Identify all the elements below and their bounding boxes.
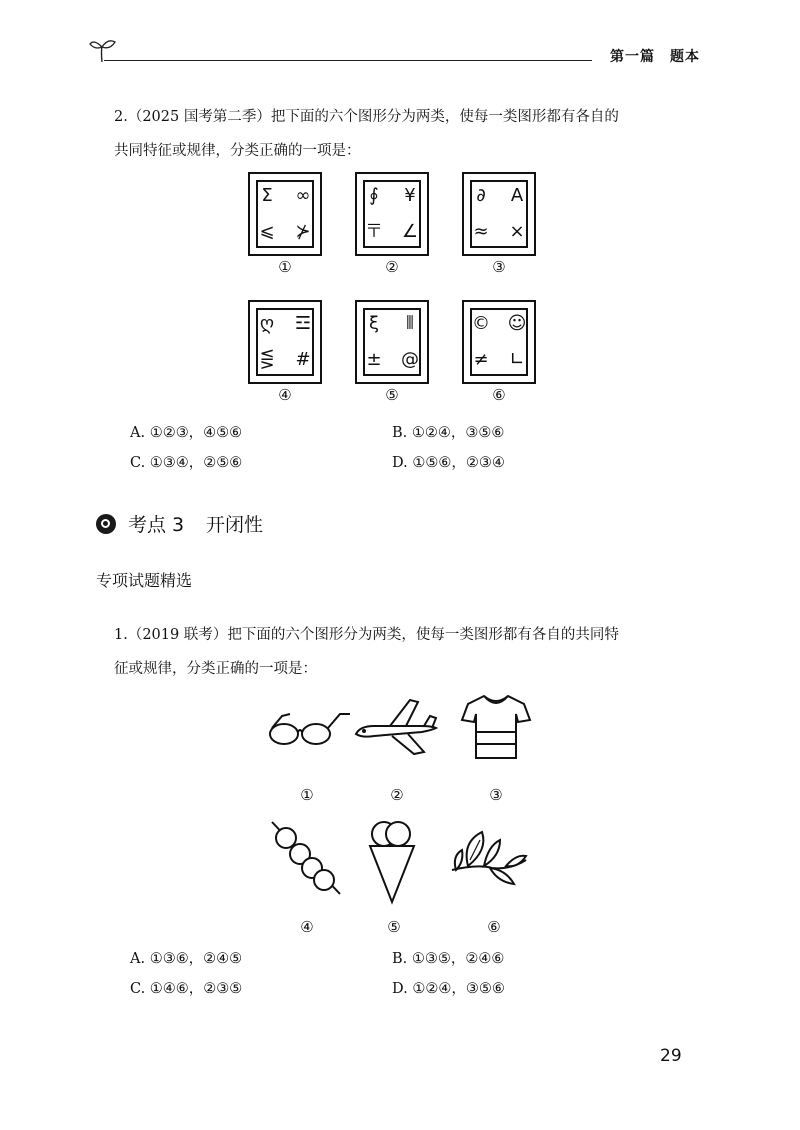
header-rule: [104, 60, 592, 61]
options-right: [392, 944, 505, 1004]
option-d[interactable]: D. ①⑤⑥，②③④: [392, 455, 505, 471]
symbol: #: [295, 349, 311, 370]
symbol: ¥: [404, 185, 416, 206]
figure-number: ②: [390, 786, 404, 804]
figure-number: ④: [278, 386, 292, 404]
symbol-figure-1: [248, 172, 322, 256]
figure-number: ⑥: [492, 386, 506, 404]
section-badge-icon: [96, 514, 116, 534]
question-2019: [114, 618, 694, 686]
figure-number: ⑤: [387, 918, 401, 936]
symbol: ±: [366, 349, 382, 370]
symbol: ∂: [476, 185, 486, 206]
section-label: 考点 3: [128, 514, 185, 536]
page-number: 29: [660, 1046, 682, 1066]
glasses-icon: [266, 704, 354, 750]
symbol-figure-2: [355, 172, 429, 256]
question-2025: [114, 100, 694, 168]
symbol: ⦀: [406, 313, 414, 334]
option-b[interactable]: B. ①③⑤，②④⑥: [392, 951, 505, 967]
symbol-figure-5: [355, 300, 429, 384]
symbol: ξ: [368, 313, 380, 334]
page-header: [88, 36, 700, 66]
symbol: @: [401, 349, 419, 370]
figure-number: ③: [492, 258, 506, 276]
symbol: A: [510, 185, 524, 206]
tshirt-icon: [458, 692, 534, 762]
symbol: ⋚: [259, 349, 275, 370]
symbol: ☺: [507, 313, 527, 334]
figure-number: ①: [278, 258, 292, 276]
symbol: ∮: [369, 185, 379, 206]
figure-number: ②: [385, 258, 399, 276]
ice-cream-cone-icon: [364, 816, 420, 906]
option-c[interactable]: C. ①④⑥，②③⑤: [130, 981, 243, 997]
options-right: [392, 418, 505, 478]
option-b[interactable]: B. ①②④，③⑤⑥: [392, 425, 505, 441]
symbol: ©: [472, 313, 490, 334]
section-title: 开闭性: [206, 514, 264, 536]
header-title: 第一篇 题本: [610, 49, 700, 65]
symbol: ∠: [401, 221, 419, 242]
question-line: 2.（2025 国考第二季）把下面的六个图形分为两类，使每一类图形都有各自的: [114, 109, 619, 125]
question-line: 共同特征或规律，分类正确的一项是：: [114, 143, 361, 159]
leaf-branch-icon: [448, 826, 530, 890]
options-left: [130, 944, 242, 1004]
sprout-icon: [88, 36, 118, 66]
figure-number: ①: [300, 786, 314, 804]
options-left: [130, 418, 242, 478]
symbol: ≈: [473, 221, 489, 242]
question-line: 1.（2019 联考）把下面的六个图形分为两类，使每一类图形都有各自的共同特: [114, 627, 619, 643]
symbol: ⊁: [295, 221, 311, 242]
figure-number: ⑥: [487, 918, 501, 936]
option-c[interactable]: C. ①③④，②⑤⑥: [130, 455, 243, 471]
symbol: ∞: [295, 185, 311, 206]
figure-number: ④: [300, 918, 314, 936]
symbol-figure-6: [462, 300, 536, 384]
symbol: ×: [509, 221, 525, 242]
symbol: ≠: [473, 349, 489, 370]
symbol: Σ: [261, 185, 273, 206]
option-a[interactable]: A. ①②③，④⑤⑥: [130, 425, 243, 441]
option-a[interactable]: A. ①③⑥，②④⑤: [130, 951, 243, 967]
symbol: ღ: [259, 313, 275, 334]
airplane-icon: [352, 694, 440, 760]
figure-number: ③: [489, 786, 503, 804]
figure-number: ⑤: [385, 386, 399, 404]
symbol-figure-4: [248, 300, 322, 384]
question-line: 征或规律，分类正确的一项是：: [114, 661, 317, 677]
candied-haws-icon: [266, 818, 346, 898]
symbol: ∟: [509, 349, 525, 370]
symbol: ⩽: [259, 221, 275, 242]
symbol: 〒: [365, 221, 383, 242]
symbol: ☲: [294, 313, 312, 334]
option-d[interactable]: D. ①②④，③⑤⑥: [392, 981, 505, 997]
subsection-heading: 专项试题精选: [96, 571, 193, 590]
symbol-figure-3: [462, 172, 536, 256]
